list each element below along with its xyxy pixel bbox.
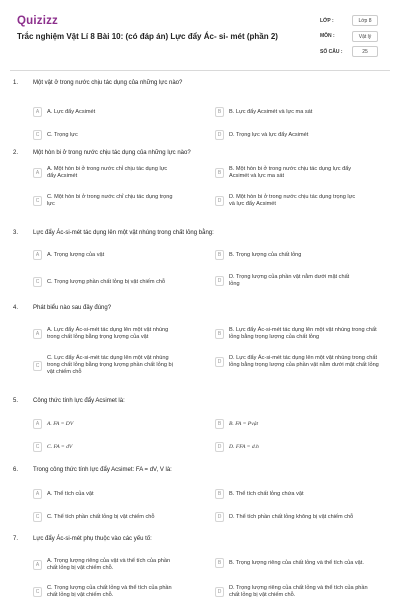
question-4 (0, 305, 400, 397)
option-letter: A (33, 329, 42, 339)
question-5 (0, 398, 400, 466)
option-letter: B (215, 558, 224, 568)
question-text: Trong công thức tính lực đẩy Acsimet: FA = dV, V là: (33, 467, 172, 473)
option-text: D. Thể tích phần chất lỏng không bị vật chiếm chỗ (229, 513, 354, 520)
option-text: D. Một hòn bi ở trong nước chịu tác dụng trọng lực và lực đẩy Acsimét (229, 194, 356, 207)
option-text: C. FA = dV (47, 443, 73, 450)
question-number: 7. (13, 536, 19, 542)
question-4-option-b[interactable] (215, 327, 379, 341)
option-text: A. Lực đẩy Ác-si-mét tác dụng lên một vật nhúng trong chất lỏng bằng trọng lượng của vật (47, 327, 169, 340)
question-3-option-d[interactable] (215, 274, 359, 288)
option-text: B. Lực đẩy Ác-si-mét tác dụng lên một vật nhúng trong chất lỏng bằng trọng lượng của chất lỏng (229, 327, 377, 340)
question-7-header (13, 536, 373, 542)
question-number: 1. (13, 80, 19, 86)
option-text: A. Lực đẩy Acsimét (47, 108, 96, 115)
worksheet-header (0, 0, 400, 72)
option-text: A. Một hòn bi ở trong nước chỉ chịu tác dụng lực đẩy Acsimét (47, 166, 168, 179)
question-6-option-d[interactable] (215, 512, 389, 522)
question-6-option-b[interactable] (215, 489, 359, 499)
question-text: Lực đẩy Ác-si-mét phụ thuộc vào các yếu tố: (33, 536, 152, 542)
meta-class (320, 13, 390, 29)
option-letter: D (215, 130, 224, 140)
meta-subject-value: Vật lý (352, 31, 378, 42)
option-text: A. Thể tích của vật (47, 490, 94, 497)
meta-subject (320, 29, 390, 45)
question-1-option-b[interactable] (215, 107, 359, 117)
question-number: 3. (13, 230, 19, 236)
option-letter: A (33, 250, 42, 260)
question-text: Một vật ở trong nước chịu tác dụng của những lực nào? (33, 80, 183, 86)
question-6 (0, 467, 400, 535)
option-letter: A (33, 489, 42, 499)
meta-question-count (320, 44, 390, 60)
question-7-option-d[interactable] (215, 585, 379, 599)
question-7-option-a[interactable] (33, 558, 177, 572)
question-text: Một hòn bi ở trong nước chịu tác dụng của những lực nào? (33, 150, 191, 156)
question-text: Phát biểu nào sau đây đúng? (33, 305, 112, 311)
option-letter: C (33, 512, 42, 522)
option-letter: C (33, 130, 42, 140)
option-letter: D (215, 276, 224, 286)
question-5-header (13, 398, 373, 404)
option-text: B. Trọng lượng riêng của chất lỏng và thể tích của vật. (229, 559, 364, 566)
option-text: C. Lực đẩy Ác-si-mét tác dụng lên một vật nhúng trong chất lỏng bằng trọng lượng phần chất lỏng bị vật chiếm chỗ (47, 355, 173, 375)
question-5-option-b[interactable] (215, 419, 359, 429)
option-letter: D (215, 587, 224, 597)
meta-class-value: Lớp 8 (352, 15, 378, 26)
question-1 (0, 80, 400, 150)
option-text: C. Một hòn bi ở trong nước chỉ chịu tác dụng trọng lực (47, 194, 173, 207)
question-6-option-c[interactable] (33, 512, 202, 522)
question-7-option-c[interactable] (33, 585, 177, 599)
question-1-header (13, 80, 373, 86)
meta-count-label: SỐ CÂU : (320, 48, 343, 55)
question-3-header (13, 230, 373, 236)
question-6-header (13, 467, 373, 473)
question-5-option-a[interactable] (33, 419, 177, 429)
option-text: B. Lực đẩy Acsimét và lực ma sát (229, 108, 313, 115)
option-text: D. Trọng lực và lực đẩy Acsimét (229, 131, 309, 138)
question-5-option-c[interactable] (33, 442, 177, 452)
option-text: D. FFA = d.h (229, 443, 259, 450)
question-2 (0, 150, 400, 230)
option-letter: B (215, 329, 224, 339)
worksheet-meta (320, 13, 390, 60)
option-text: A. Trọng lượng của vật (47, 251, 105, 258)
question-3-option-c[interactable] (33, 277, 197, 287)
option-letter: C (33, 587, 42, 597)
option-letter: A (33, 168, 42, 178)
meta-class-label: LỚP : (320, 17, 334, 24)
question-text: Lực đẩy Ác-si-mét tác dụng lên một vật nhúng trong chất lỏng bằng: (33, 230, 214, 236)
option-text: B. FA = Pvật (229, 420, 259, 427)
question-3-option-b[interactable] (215, 250, 359, 260)
question-4-option-c[interactable] (33, 355, 177, 376)
option-letter: B (215, 168, 224, 178)
option-text: C. Trọng lực (47, 131, 78, 138)
option-letter: D (215, 357, 224, 367)
option-text: D. Trọng lượng của phần vật nằm dưới mặt chất lỏng (229, 274, 350, 287)
quizizz-logo: Quizizz (17, 15, 59, 27)
option-text: B. Trọng lượng của chất lỏng (229, 251, 302, 258)
question-3-option-a[interactable] (33, 250, 177, 260)
meta-subject-label: MÔN : (320, 33, 335, 40)
question-2-option-c[interactable] (33, 194, 177, 208)
option-letter: A (33, 107, 42, 117)
question-2-header (13, 150, 373, 156)
question-number: 5. (13, 398, 19, 404)
option-text: D. Trọng lượng riêng của chất lỏng và thể tích của phần chất lỏng bị vật chiếm chỗ. (229, 585, 368, 598)
option-letter: C (33, 196, 42, 206)
question-2-option-d[interactable] (215, 194, 359, 208)
option-text: B. Một hòn bi ở trong nước chịu tác dụng lực đẩy Acsimét và lực ma sát (229, 166, 352, 179)
option-text: A. FA = DV (47, 420, 74, 427)
question-5-option-d[interactable] (215, 442, 359, 452)
option-letter: C (33, 277, 42, 287)
header-divider (10, 70, 390, 71)
question-4-option-d[interactable] (215, 355, 379, 369)
option-letter: C (33, 442, 42, 452)
option-text: C. Trọng lượng của chất lỏng và thể tích của phần chất lỏng bị vật chiếm chỗ. (47, 585, 172, 598)
option-letter: B (215, 419, 224, 429)
option-text: B. Thể tích chất lỏng chứa vật (229, 490, 304, 497)
option-text: C. Thể tích phần chất lỏng bị vật chiếm chỗ (47, 513, 155, 520)
worksheet-title: Trắc nghiệm Vật Lí 8 Bài 10: (có đáp án) Lực đẩy Ác- si- mét (phần 2) (17, 32, 278, 41)
option-text: A. Trọng lượng riêng của vật và thể tích của phần chất lỏng bị vật chiếm chỗ. (47, 558, 171, 571)
question-2-option-b[interactable] (215, 166, 359, 180)
meta-count-value: 25 (352, 46, 378, 57)
question-2-option-a[interactable] (33, 166, 177, 180)
option-letter: B (215, 250, 224, 260)
question-6-option-a[interactable] (33, 489, 177, 499)
option-text: C. Trọng lượng phần chất lỏng bị vật chiếm chỗ (47, 278, 166, 285)
question-number: 4. (13, 305, 19, 311)
option-text: D. Lực đẩy Ác-si-mét tác dụng lên một vật nhúng trong chất lỏng bằng trọng lượng của phần vật nằm dưới mặt chất lỏng (229, 355, 379, 368)
question-1-option-c[interactable] (33, 130, 177, 140)
question-4-option-a[interactable] (33, 327, 177, 341)
question-number: 6. (13, 467, 19, 473)
question-1-option-d[interactable] (215, 130, 359, 140)
option-letter: C (33, 361, 42, 371)
option-letter: A (33, 419, 42, 429)
question-4-header (13, 305, 373, 311)
option-letter: B (215, 107, 224, 117)
option-letter: D (215, 196, 224, 206)
question-7 (0, 536, 400, 600)
question-text: Công thức tính lực đẩy Acsimet là: (33, 398, 125, 404)
question-3 (0, 230, 400, 305)
option-letter: A (33, 560, 42, 570)
option-letter: D (215, 442, 224, 452)
option-letter: B (215, 489, 224, 499)
question-7-option-b[interactable] (215, 558, 379, 568)
question-number: 2. (13, 150, 19, 156)
option-letter: D (215, 512, 224, 522)
question-1-option-a[interactable] (33, 107, 177, 117)
